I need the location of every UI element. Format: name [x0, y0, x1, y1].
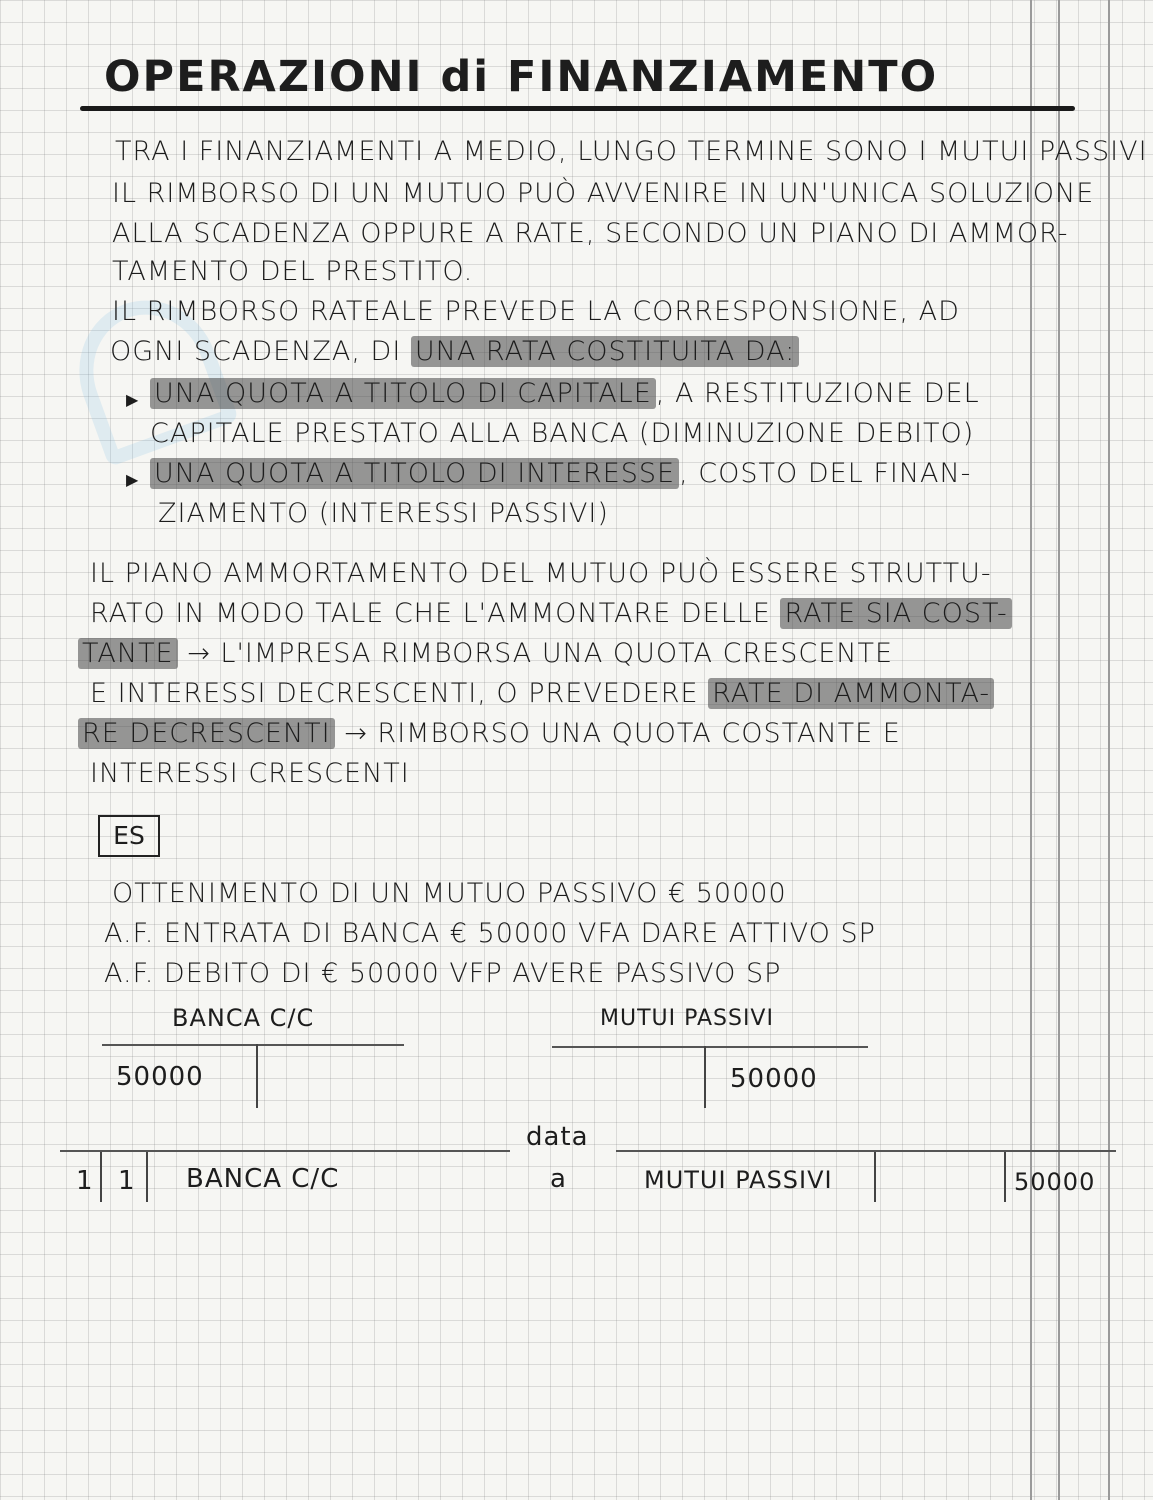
paragraph-line — [78, 718, 901, 749]
bullet-arrow-icon: ▶ — [126, 390, 139, 409]
highlighted-text: UNA RATA COSTITUITA DA: — [411, 336, 799, 367]
paragraph-line — [110, 336, 799, 367]
journal-account-avere: MUTUI PASSIVI — [644, 1166, 833, 1194]
t-account-avere-value: 50000 — [730, 1064, 818, 1094]
example-line: A.F. ENTRATA DI BANCA € 50000 VFA DARE ATTIVO SP — [104, 918, 876, 949]
paragraph-line: IL RIMBORSO DI UN MUTUO PUÒ AVVENIRE IN UN'UNICA SOLUZIONE — [112, 178, 1095, 209]
journal-col2: 1 — [118, 1166, 136, 1196]
bullet-line: ZIAMENTO (INTERESSI PASSIVI) — [158, 498, 609, 529]
paragraph-line — [90, 678, 994, 709]
paragraph-text: E INTERESSI DECRESCENTI, O PREVEDERE — [90, 678, 709, 709]
bullet-text: , COSTO DEL FINAN- — [679, 458, 972, 489]
paragraph-text: OGNI SCADENZA, DI — [110, 336, 411, 367]
paragraph-text: RATO IN MODO TALE CHE L'AMMONTARE DELLE — [90, 598, 781, 629]
t-account-divider — [256, 1044, 258, 1108]
journal-column-divider — [1004, 1152, 1006, 1202]
t-account-rule — [102, 1044, 404, 1046]
title-underline — [80, 106, 1075, 111]
highlighted-text: UNA QUOTA A TITOLO DI INTERESSE — [150, 458, 679, 489]
paragraph-line: IL RIMBORSO RATEALE PREVEDE LA CORRESPONSIONE, AD — [112, 296, 960, 327]
example-box: ES — [98, 815, 160, 857]
paragraph-text: → RIMBORSO UNA QUOTA COSTANTE E — [334, 718, 901, 749]
paragraph-line — [90, 598, 1012, 629]
bullet-line — [150, 458, 971, 489]
paragraph-line: IL PIANO AMMORTAMENTO DEL MUTUO PUÒ ESSERE STRUTTU- — [90, 558, 992, 589]
t-account-rule — [552, 1046, 868, 1048]
bullet-text: , A RESTITUZIONE DEL — [655, 378, 980, 409]
paragraph-line: TAMENTO DEL PRESTITO. — [112, 256, 474, 287]
journal-column-divider — [100, 1152, 102, 1202]
journal-separator: a — [550, 1164, 567, 1194]
bullet-arrow-icon: ▶ — [126, 470, 139, 489]
paragraph-line — [78, 638, 893, 669]
journal-column-divider — [874, 1152, 876, 1202]
t-account-title: BANCA C/C — [172, 1004, 315, 1032]
bullet-line: CAPITALE PRESTATO ALLA BANCA (DIMINUZIONE DEBITO) — [150, 418, 975, 449]
journal-amount: 50000 — [1014, 1168, 1096, 1196]
paragraph-line: ALLA SCADENZA OPPURE A RATE, SECONDO UN PIANO DI AMMOR- — [112, 218, 1069, 249]
example-line: OTTENIMENTO DI UN MUTUO PASSIVO € 50000 — [112, 878, 787, 909]
t-account-dare-value: 50000 — [116, 1062, 204, 1092]
notebook-margin-line — [1108, 0, 1110, 1500]
journal-column-divider — [146, 1152, 148, 1202]
highlighted-text: TANTE — [78, 638, 178, 669]
highlighted-text: UNA QUOTA A TITOLO DI CAPITALE — [150, 378, 656, 409]
paragraph-line: TRA I FINANZIAMENTI A MEDIO, LUNGO TERMINE SONO I MUTUI PASSIVI — [115, 136, 1148, 167]
paragraph-line: INTERESSI CRESCENTI — [90, 758, 410, 789]
highlighted-text: RE DECRESCENTI — [78, 718, 335, 749]
journal-account-dare: BANCA C/C — [186, 1164, 340, 1194]
t-account-title: MUTUI PASSIVI — [600, 1006, 774, 1031]
example-line: A.F. DEBITO DI € 50000 VFP AVERE PASSIVO SP — [104, 958, 782, 989]
highlighted-text: RATE DI AMMONTA- — [708, 678, 994, 709]
bullet-line — [150, 378, 980, 409]
journal-col1: 1 — [76, 1166, 94, 1196]
journal-top-rule — [60, 1150, 510, 1152]
page-title: OPERAZIONI di FINANZIAMENTO — [104, 52, 939, 102]
t-account-divider — [704, 1046, 706, 1108]
journal-top-rule — [616, 1150, 1116, 1152]
journal-header: data — [526, 1122, 589, 1152]
highlighted-text: RATE SIA COST- — [780, 598, 1011, 629]
paragraph-text: → L'IMPRESA RIMBORSA UNA QUOTA CRESCENTE — [177, 638, 894, 669]
